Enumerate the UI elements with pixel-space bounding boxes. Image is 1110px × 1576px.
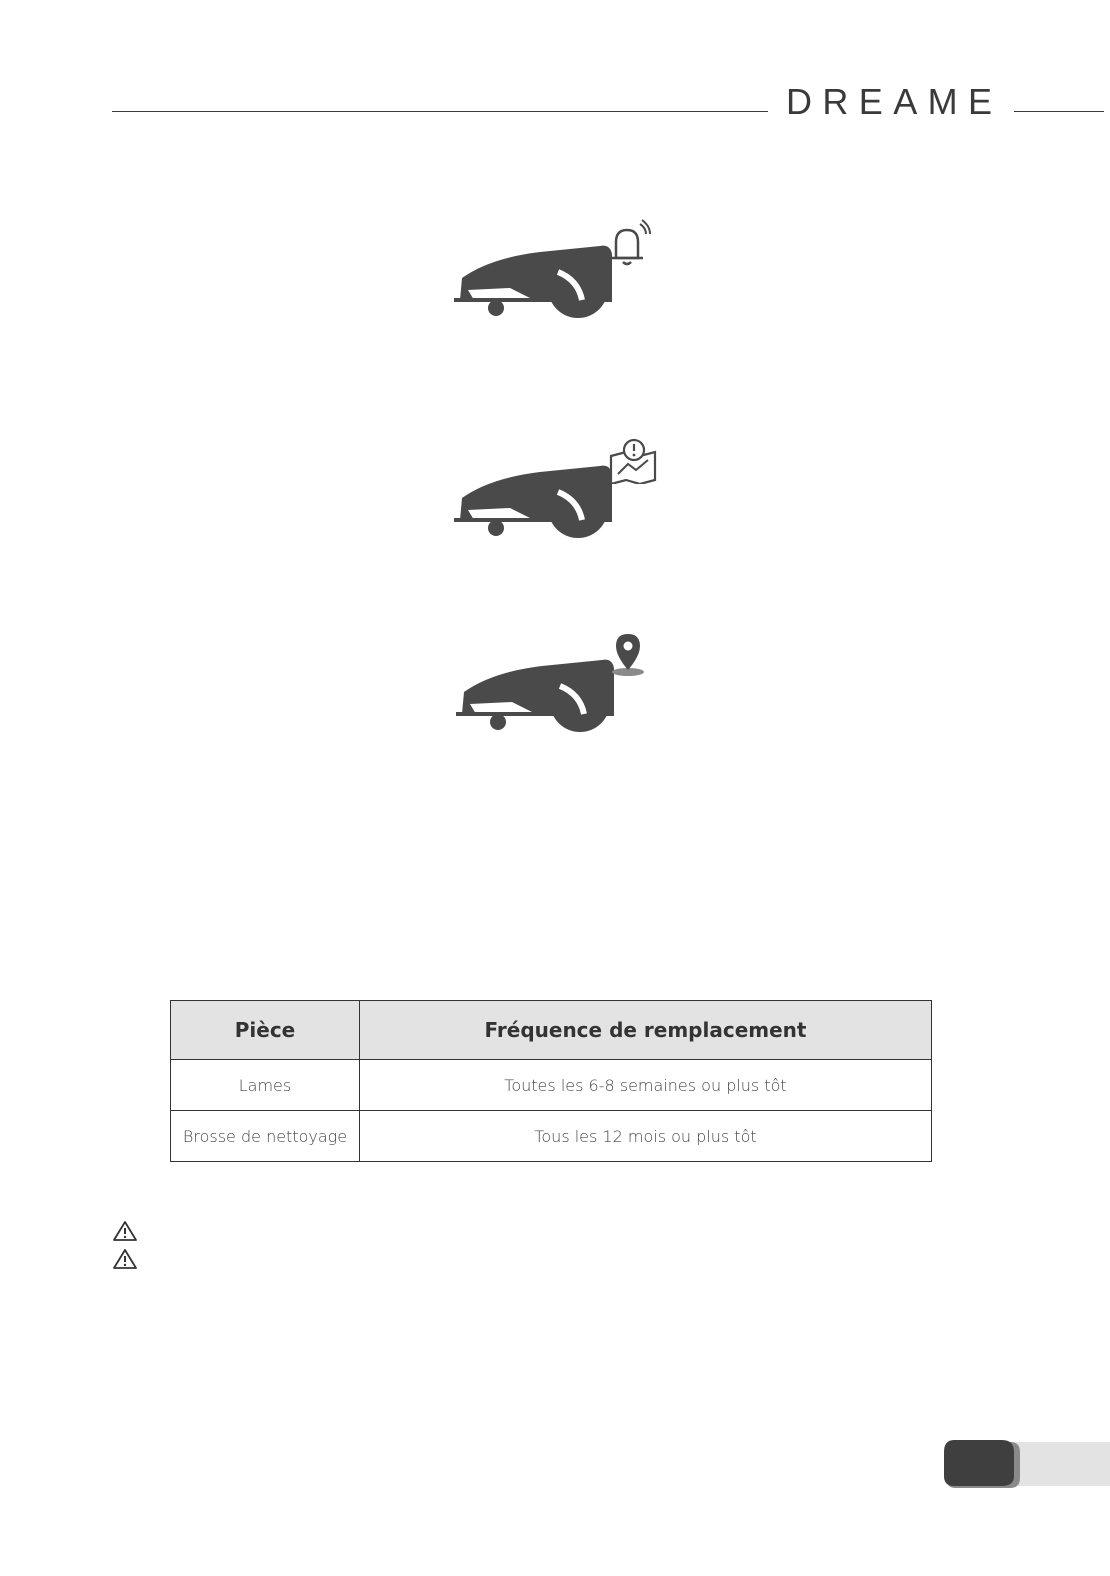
part-cell: Brosse de nettoyage [171, 1111, 360, 1162]
table-header-row [171, 1001, 932, 1060]
table-row [171, 1111, 932, 1162]
warning-triangle-icon [112, 1220, 138, 1242]
warning-triangle-icon [112, 1248, 138, 1270]
header-rule-right [1014, 111, 1104, 112]
bell-alert-icon [606, 218, 654, 268]
column-header-frequency: Fréquence de remplacement [360, 1001, 932, 1060]
table-row [171, 1060, 932, 1111]
part-cell: Lames [171, 1060, 360, 1111]
page-tab-marker [944, 1438, 1110, 1492]
brand-logo: D R E A M E [786, 81, 992, 122]
map-warning-icon [608, 438, 658, 484]
frequency-cell: Tous les 12 mois ou plus tôt [360, 1111, 932, 1162]
replacement-table [170, 1000, 932, 1162]
frequency-cell: Toutes les 6-8 semaines ou plus tôt [360, 1060, 932, 1111]
location-pin-icon [608, 632, 648, 678]
header-rule-left [112, 111, 768, 112]
column-header-part: Pièce [171, 1001, 360, 1060]
